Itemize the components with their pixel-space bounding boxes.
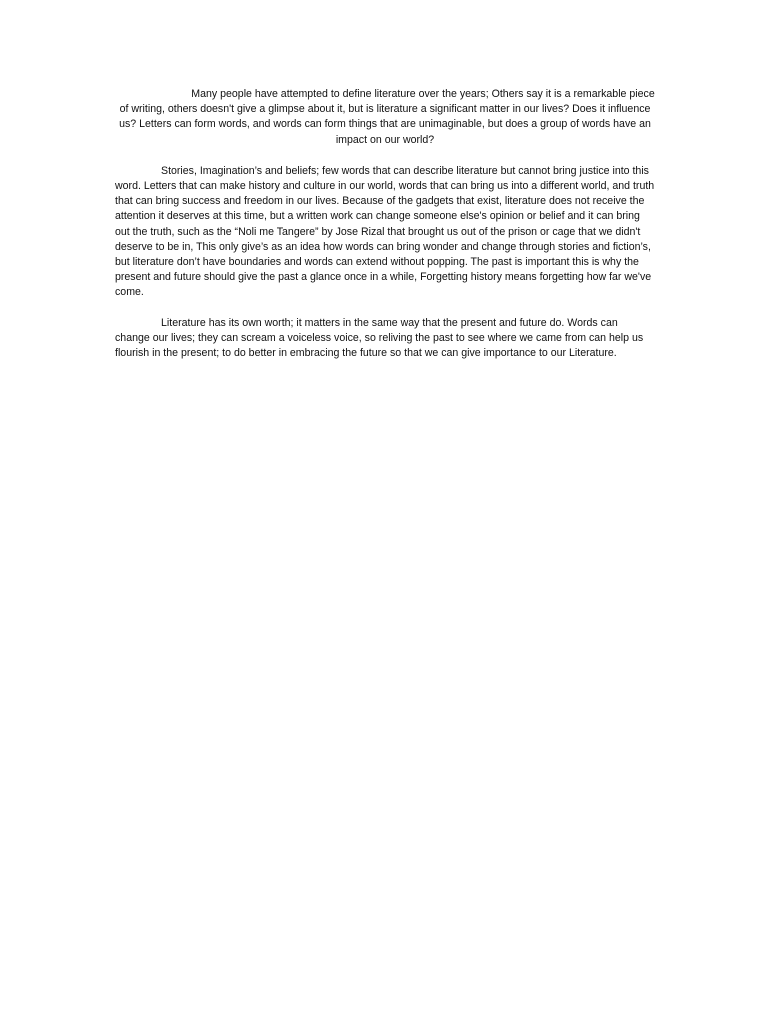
paragraph-conclusion: Literature has its own worth; it matters in the same way that the present and future do. Words can change our lives; they can scream a voiceless voice, so reliving the past to see where we came from can help us flourish in the present; to do better in embracing the future so that we can give importance to our Literature. [115,316,644,360]
paragraph-stories: Stories, Imagination’s and beliefs; few words that can describe literature but cannot bring justice into this word. Letters that can make history and culture in our world, words that can bring us into a different world, and truth that can bring success and freedom in our lives. Because of the gadgets that exist, literature does not receive the attention it deserves at this time, but a written work can change someone else's opinion or belief and it can bring out the truth, such as the “Noli me Tangere” by Jose Rizal that brought us out of the prison or cage that we didn't deserve to be in, This only give’s as an idea how words can bring wonder and change through stories and fiction’s, but literature don’t have boundaries and words can extend without popping. The past is important this is why the present and future should give the past a glance once in a while, Forgetting history means forgetting how far we've come. [115,164,655,299]
paragraph-intro: Many people have attempted to define literature over the years; Others say it is a remarkable piece of writing, others doesn't give a glimpse about it, but is literature a significant matter in our lives? Does it influence us? Letters can form words, and words can form things that are unimaginable, but does a group of words have an impact on our world? [119,88,655,146]
document-body [115,87,655,376]
